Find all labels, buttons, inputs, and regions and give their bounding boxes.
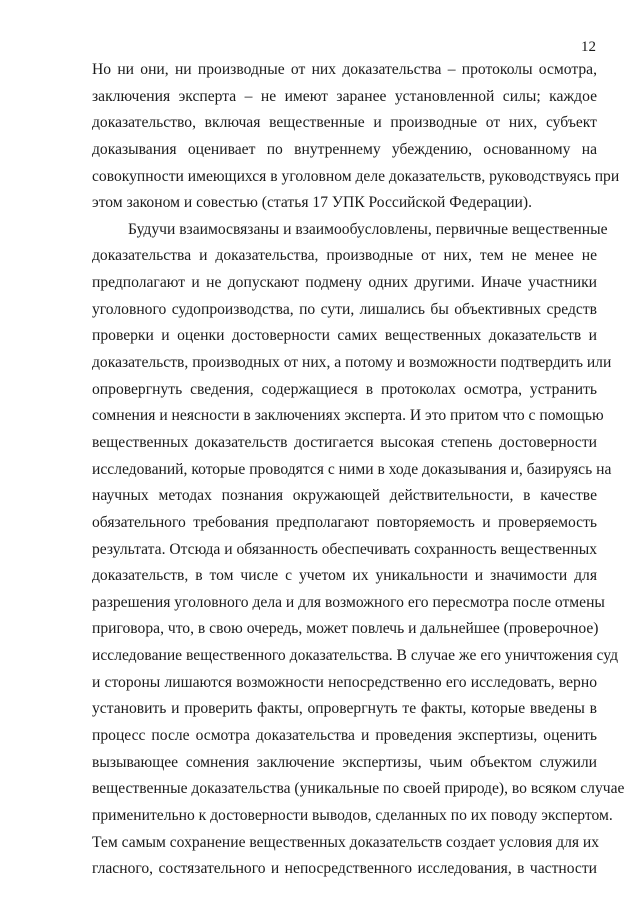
page-number: 12 [581, 39, 596, 55]
text-line: Будучи взаимосвязаны и взаимообусловлены, первичные вещественные [128, 220, 608, 238]
text-line: процесс после осмотра доказательства и проведения экспертизы, оценить [92, 727, 597, 745]
text-line: вызывающее сомнения заключение экспертизы, чьим объектом служили [92, 753, 597, 771]
text-line: Но ни они, ни производные от них доказательства – протоколы осмотра, [92, 61, 597, 78]
paragraph-2 [92, 217, 625, 883]
text-line: и стороны лишаются возможности непосредственно его исследовать, верно [92, 673, 597, 691]
text-line: Тем самым сохранение вещественных доказательств создает условия для их [92, 833, 600, 851]
text-line: сомнения и неясности в заключениях эксперта. И это притом что с помощью [92, 407, 604, 425]
text-line: разрешения уголовного дела и для возможного его пересмотра после отмены [92, 593, 605, 611]
text-line: исследование вещественного доказательства. В случае же его уничтожения суд [92, 647, 618, 665]
text-line: вещественные доказательства (уникальные по своей природе), во всяком случае [92, 780, 625, 798]
text-line: установить и проверить факты, опровергнуть те факты, которые введены в [92, 700, 597, 718]
text-line: исследований, которые проводятся с ними в ходе доказывания и, базируясь на [92, 460, 612, 478]
text-line: совокупности имеющихся в уголовном деле доказательств, руководствуясь при [92, 167, 620, 185]
text-line: предполагают и не допускают подмену одних другими. Иначе участники [92, 274, 597, 292]
text-line: обязательного требования предполагают повторяемость и проверяемость [92, 513, 597, 531]
text-line: этом законом и совестью (статья 17 УПК Российской Федерации). [92, 194, 532, 212]
paragraph-1 [92, 57, 620, 217]
text-line: доказательство, включая вещественные и производные от них, субъект [92, 114, 597, 132]
text-line: проверки и оценки достоверности самих вещественных доказательств и [92, 327, 597, 345]
text-line: доказательств, производных от них, а потому и возможности подтвердить или [92, 354, 612, 372]
text-line: уголовного судопроизводства, по сути, лишались бы объективных средств [92, 300, 597, 318]
text-line: опровергнуть сведения, содержащиеся в протоколах осмотра, устранить [92, 380, 597, 398]
document-body [92, 57, 625, 883]
text-line: заключения эксперта – не имеют заранее установленной силы; каждое [92, 87, 597, 105]
text-line: приговора, что, в свою очередь, может повлечь и дальнейшее (проверочное) [92, 620, 599, 638]
text-line: вещественных доказательств достигается высокая степень достоверности [92, 433, 597, 451]
text-line: доказывания оценивает по внутреннему убеждению, основанному на [92, 140, 597, 158]
text-line: доказательства и доказательства, производные от них, тем не менее не [92, 247, 597, 265]
text-line: доказательств, в том числе с учетом их уникальности и значимости для [92, 567, 597, 585]
text-line: научных методах познания окружающей действительности, в качестве [92, 487, 597, 505]
text-line: применительно к достоверности выводов, сделанных по их поводу экспертом. [92, 806, 613, 824]
text-line: результата. Отсюда и обязанность обеспечивать сохранность вещественных [92, 540, 597, 558]
text-line: гласного, состязательного и непосредственного исследования, в частности [92, 860, 597, 878]
